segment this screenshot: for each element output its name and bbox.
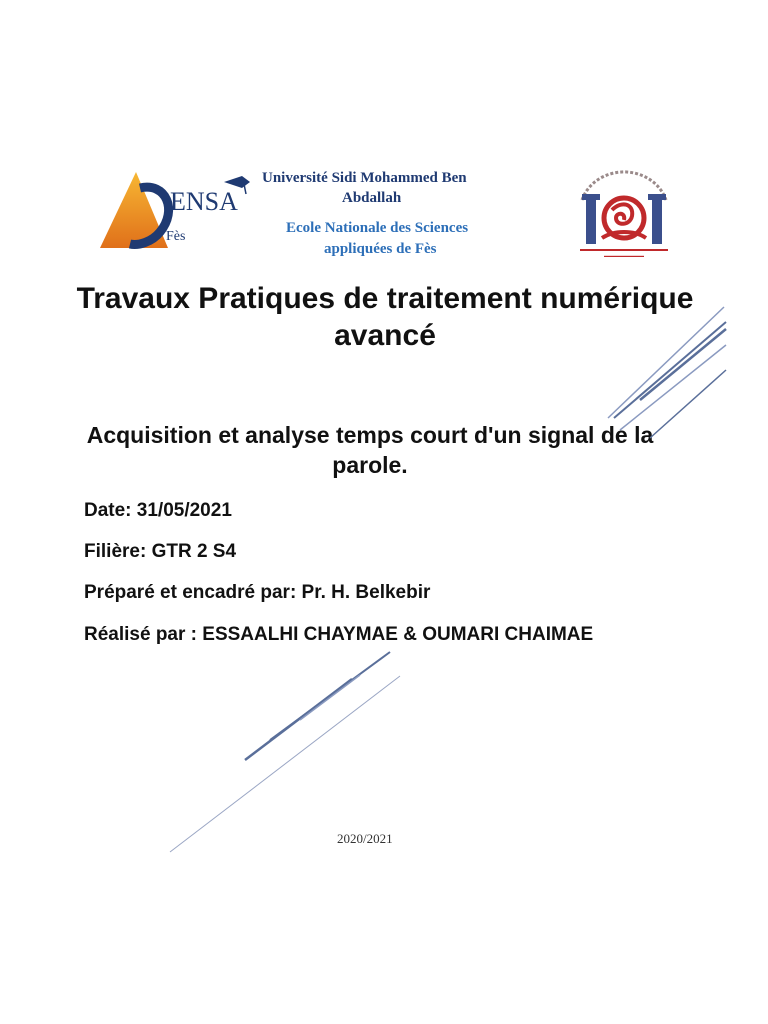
realise-line: Réalisé par : ESSAALHI CHAYMAE & OUMARI CHAIMAE [84,624,594,645]
university-seal-icon [572,160,676,260]
date-line: Date: 31/05/2021 [84,500,232,521]
document-subtitle: Acquisition et analyse temps court d'un signal de la parole. [86,422,654,478]
ensa-logo-city: Fès [166,229,186,244]
ensa-logo [96,160,256,256]
filiere-line: Filière: GTR 2 S4 [84,541,237,562]
ensa-logo-text: ENSA [170,187,238,216]
university-name-line1: Université Sidi Mohammed Ben [262,170,467,186]
prepare-line: Préparé et encadré par: Pr. H. Belkebir [84,582,431,603]
school-name-line1: Ecole Nationale des Sciences [286,220,469,236]
academic-year: 2020/2021 [337,831,393,846]
svg-text:▬▬▬▬▬▬▬▬▬▬: ▬▬▬▬▬▬▬▬▬▬ [604,253,644,258]
university-name [262,168,512,208]
university-name-line2: Abdallah [342,190,402,206]
document-title: Travaux Pratiques de traitement numérique avancé [76,282,694,352]
school-name-line2: appliquées de Fès [324,241,437,257]
school-name [262,218,522,260]
